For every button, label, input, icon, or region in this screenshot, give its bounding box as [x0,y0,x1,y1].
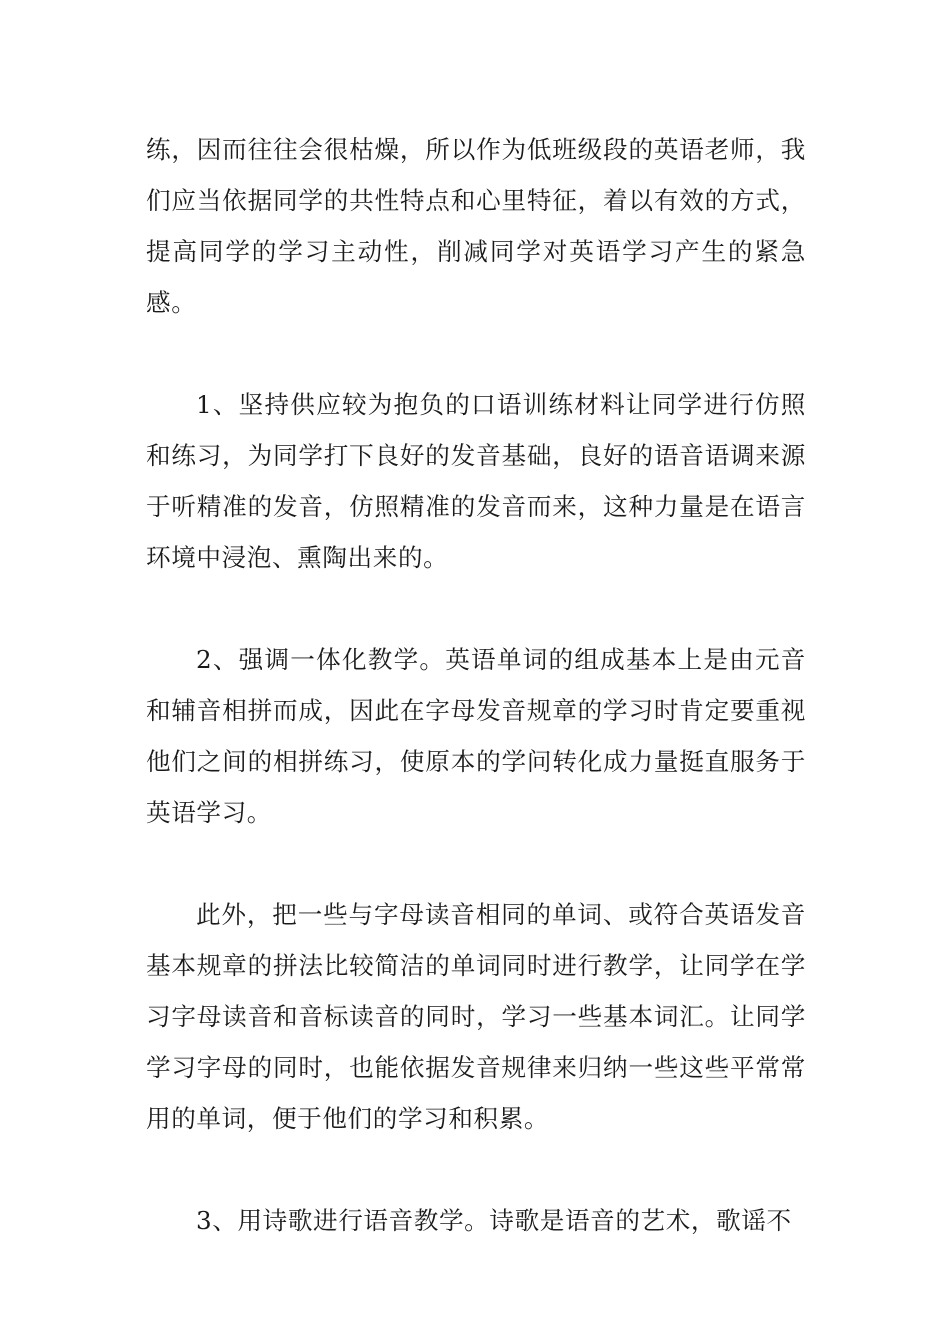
paragraph-1: 练，因而往往会很枯燥，所以作为低班级段的英语老师，我们应当依据同学的共性特点和心里特征，着以有效的方式，提高同学的学习主动性，削减同学对英语学习产生的紧急感。 [146,135,806,317]
paragraph-2: 1、坚持供应较为抱负的口语训练材料让同学进行仿照和练习，为同学打下良好的发音基础，良好的语音语调来源于听精准的发音，仿照精准的发音而来，这种力量是在语言环境中浸泡、熏陶出来的。 [146,390,806,572]
paragraph-gap [146,328,806,379]
paragraph-5: 3、用诗歌进行语音教学。诗歌是语音的艺术，歌谣不 [196,1206,792,1235]
paragraph-4: 此外，把一些与字母读音相同的单词、或符合英语发音基本规章的拼法比较简洁的单词同时进行教学，让同学在学习字母读音和音标读音的同时，学习一些基本词汇。让同学学习字母的同时，也能依据发音规律来归纳一些这些平常常用的单词，便于他们的学习和积累。 [146,900,806,1133]
document-body [146,124,806,1246]
paragraph-gap [146,1144,806,1195]
paragraph-gap [146,838,806,889]
paragraph-3: 2、强调一体化教学。英语单词的组成基本上是由元音和辅音相拼而成，因此在字母发音规章的学习时肯定要重视他们之间的相拼练习，使原本的学问转化成力量挺直服务于英语学习。 [146,645,806,827]
paragraph-gap [146,583,806,634]
